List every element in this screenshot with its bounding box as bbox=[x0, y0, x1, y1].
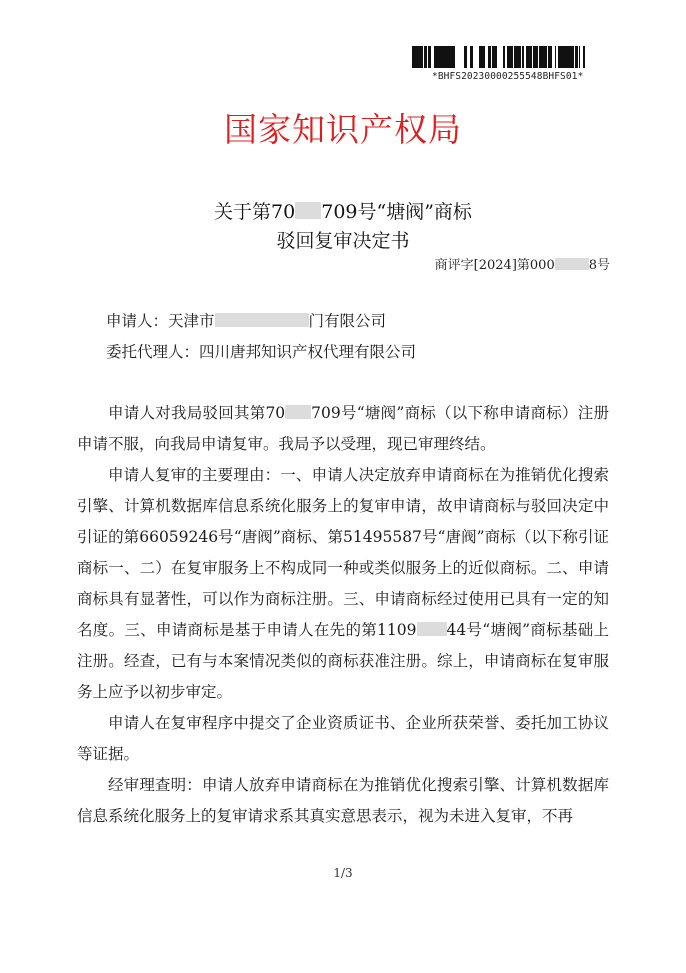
redaction-mark bbox=[555, 258, 589, 270]
paragraph-2-part-2: 44号“塘阀”商标基础上注册。经查，已有与本案情况类似的商标获准注册。综上，申请商标在复审服务上应予以初步审定。 bbox=[77, 621, 609, 701]
title-part-1: 关于第70 bbox=[214, 201, 296, 223]
paragraph-2 bbox=[77, 460, 609, 708]
applicant-line bbox=[106, 309, 386, 331]
page-number: 1/3 bbox=[333, 866, 353, 880]
paragraph-1 bbox=[77, 398, 609, 460]
agent-line: 委托代理人：四川唐邦知识产权代理有限公司 bbox=[106, 343, 417, 361]
agency-name: 国家知识产权局 bbox=[224, 110, 462, 149]
decision-number-part-1: 商评字[2024]第000 bbox=[434, 258, 555, 273]
paragraph-2-part-1: 申请人复审的主要理由：一、申请人决定放弃申请商标在为推销优化搜索引擎、计算机数据库信息系统化服务上的复审申请，故申请商标与驳回决定中引证的第66059246号“唐阀”商标、第51495587号“唐阀”商标（以下称引证商标一、二）在复审服务上不构成同一种或类似服务上的近似商标。二、申请商标具有显著性，可以作为商标注册。三、申请商标经过使用已具有一定的知名度。三、申请商标是基于申请人在先的第1109 bbox=[77, 466, 609, 639]
paragraph-3: 申请人在复审程序中提交了企业资质证书、企业所获荣誉、委托加工协议等证据。 bbox=[77, 714, 609, 763]
applicant-part-1: 申请人：天津市 bbox=[106, 312, 215, 330]
paragraph-1-part-1: 申请人对我局驳回其第70 bbox=[108, 404, 286, 422]
redaction-mark bbox=[285, 405, 311, 419]
redaction-mark bbox=[417, 622, 447, 636]
paragraph-4: 经审理查明：申请人放弃申请商标在为推销优化搜索引擎、计算机数据库信息系统化服务上的复审请求系其真实意思表示，视为未进入复审，不再 bbox=[77, 776, 609, 825]
decision-number-part-2: 8号 bbox=[588, 258, 610, 273]
barcode-icon bbox=[410, 46, 586, 68]
applicant-part-2: 门有限公司 bbox=[308, 312, 387, 330]
barcode-number: *BHFS20230000255548BHFS01* bbox=[432, 71, 584, 82]
document-title-line1 bbox=[0, 197, 686, 224]
paragraph-1-part-2: 709号“塘阀”商标（以下称申请商标）注册申请不服，向我局申请复审。我局予以受理，现已审理终结。 bbox=[77, 404, 609, 453]
decision-body bbox=[77, 398, 609, 832]
document-title-line2: 驳回复审决定书 bbox=[276, 230, 410, 252]
title-part-2: 709号“塘阀”商标 bbox=[321, 201, 472, 223]
decision-number bbox=[435, 254, 610, 273]
redaction-mark bbox=[215, 313, 309, 327]
redaction-mark bbox=[295, 202, 321, 219]
